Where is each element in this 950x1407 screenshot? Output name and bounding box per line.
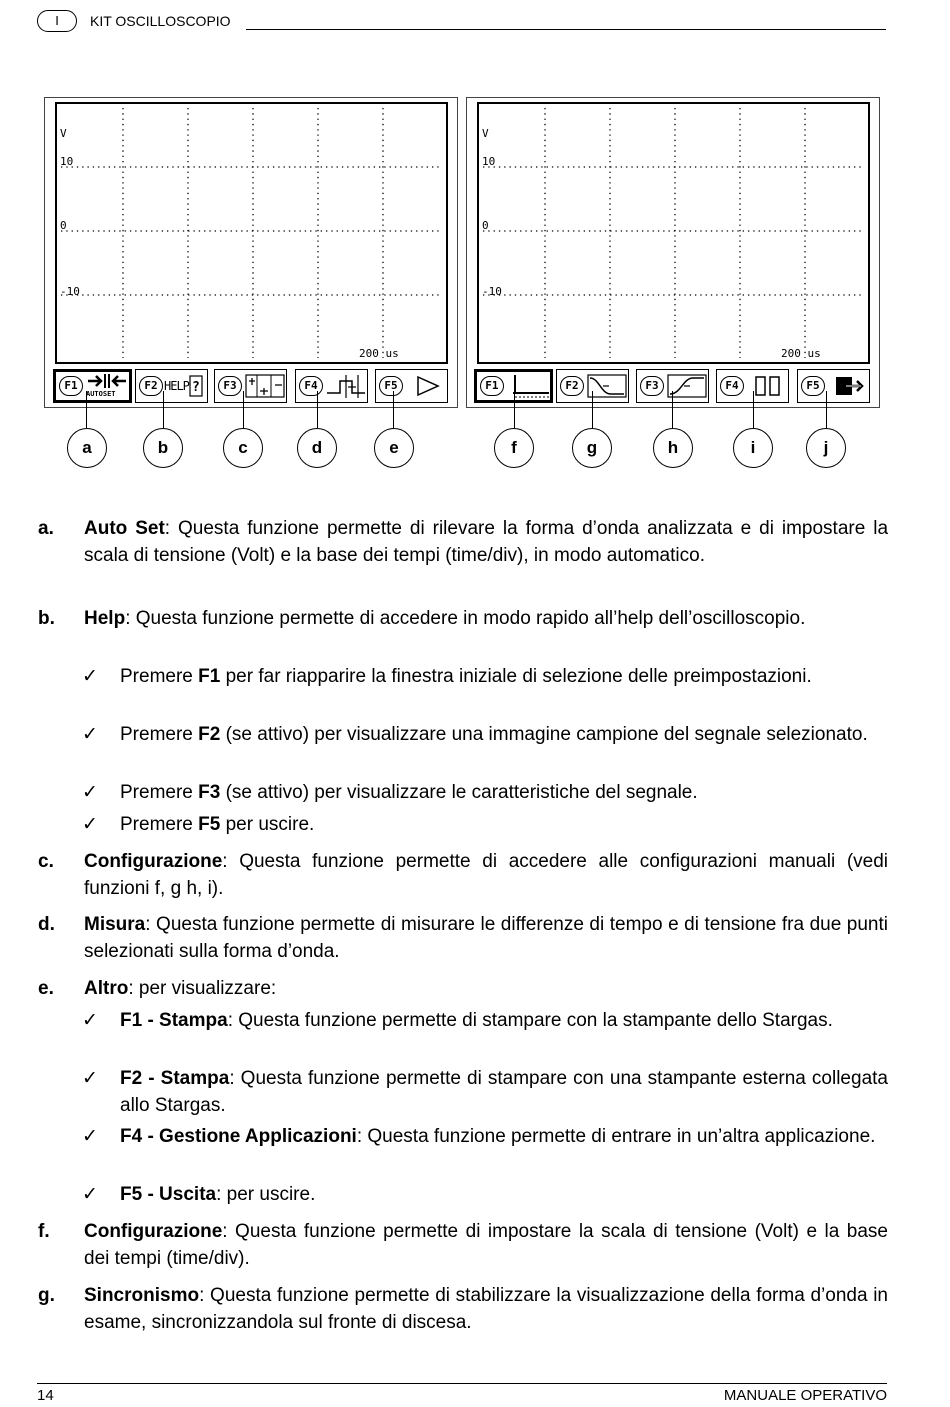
item-c [38, 848, 888, 902]
item-text: : per visualizzare: [128, 978, 277, 999]
play-icon [406, 373, 446, 399]
item-letter: f. [38, 1221, 50, 1242]
item-title: Configurazione [84, 1221, 223, 1242]
bullet-post: : Questa funzione permette di stampare con una stampante esterna collegata allo Stargas. [120, 1068, 888, 1116]
check-icon: ✓ [82, 1010, 98, 1031]
item-title: Auto Set [84, 518, 165, 539]
bullet-pre: Premere [120, 724, 199, 745]
item-text: : Questa funzione permette di accedere alle configurazioni manuali (vedi funzioni f, g h, i). [84, 851, 888, 899]
bullet-b3 [82, 779, 888, 806]
callout-g: g [572, 428, 612, 468]
item-letter: a. [38, 518, 54, 539]
f2-key-label: F2 [139, 376, 163, 396]
item-letter: b. [38, 608, 55, 629]
falling-edge-icon [587, 373, 627, 399]
bullet-post: per uscire. [220, 814, 315, 835]
leader-line-c [243, 391, 244, 428]
bullet-pre: Premere [120, 782, 199, 803]
check-icon: ✓ [82, 814, 98, 835]
bullet-post: : Questa funzione permette di entrare in un’altra applicazione. [356, 1126, 876, 1147]
leader-line-e [393, 391, 394, 428]
f1-key-label: F1 [59, 376, 83, 396]
item-letter: g. [38, 1285, 55, 1306]
item-b [38, 605, 888, 632]
oscilloscope-screen-right [466, 97, 880, 408]
callout-c: c [223, 428, 263, 468]
footer-rule [37, 1383, 887, 1384]
measure-icon [326, 373, 366, 399]
callout-a: a [67, 428, 107, 468]
bullet-post: : Questa funzione permette di stampare con la stampante dello Stargas. [227, 1010, 833, 1031]
item-e [38, 975, 888, 1002]
callout-b: b [143, 428, 183, 468]
item-text: : Questa funzione permette di misurare le differenze di tempo e di tensione fra due punti selezionati sulla forma d’onda. [84, 914, 888, 962]
bullet-pre: Premere [120, 814, 199, 835]
bullet-e4 [82, 1181, 888, 1208]
check-icon: ✓ [82, 724, 98, 745]
item-title: Sincronismo [84, 1285, 200, 1306]
bullet-e2 [82, 1065, 888, 1119]
svg-text:?: ? [191, 380, 200, 395]
bullet-e3 [82, 1123, 888, 1150]
grid-left [57, 104, 446, 362]
timebase-label: 200 us [359, 347, 399, 360]
check-icon: ✓ [82, 782, 98, 803]
y-tick-top: 10 [60, 155, 74, 168]
leader-line-h [672, 391, 673, 428]
item-title: Configurazione [84, 851, 223, 872]
plot-area-right [477, 102, 870, 364]
bullet-e1 [82, 1007, 888, 1034]
leader-line-f [514, 391, 515, 428]
f1-autoset-button[interactable] [53, 369, 132, 403]
item-title: Help [84, 608, 126, 629]
bullet-post: : per uscire. [216, 1184, 316, 1205]
bullet-key: F3 [198, 782, 221, 803]
y-tick-zero: 0 [482, 219, 489, 232]
oscilloscope-screen-left [44, 97, 458, 408]
check-icon: ✓ [82, 1184, 98, 1205]
leader-line-i [753, 391, 754, 428]
leader-line-j [826, 391, 827, 428]
item-title: Altro [84, 978, 129, 999]
bullet-post: (se attivo) per visualizzare una immagine campione del segnale selezionato. [220, 724, 868, 745]
f4-key-label: F4 [720, 376, 744, 396]
bullet-key: F5 - Uscita [120, 1184, 217, 1205]
f5-key-label: F5 [801, 376, 825, 396]
item-letter: d. [38, 914, 55, 935]
y-unit-label: V [60, 127, 67, 140]
chapter-badge: I [37, 10, 77, 32]
f3-key-label: F3 [640, 376, 664, 396]
help-icon [164, 375, 203, 397]
check-icon: ✓ [82, 1068, 98, 1089]
f3-configuration-button[interactable] [214, 369, 287, 403]
bullet-key: F1 - Stampa [120, 1010, 228, 1031]
bullet-key: F5 [198, 814, 221, 835]
leader-line-g [592, 391, 593, 428]
f3-key-label: F3 [218, 376, 242, 396]
autoset-caption: AUTOSET [86, 390, 116, 398]
f2-key-label: F2 [560, 376, 584, 396]
y-tick-bottom: -10 [482, 285, 502, 298]
bullet-post: (se attivo) per visualizzare le caratteristiche del segnale. [220, 782, 698, 803]
footer-section-title: MANUALE OPERATIVO [723, 1387, 887, 1404]
f2-help-button[interactable] [135, 369, 208, 403]
callout-i: i [733, 428, 773, 468]
bullet-b2 [82, 721, 888, 748]
y-tick-bottom: -10 [60, 285, 80, 298]
grid-right [479, 104, 868, 362]
callout-j: j [806, 428, 846, 468]
bullet-key: F2 [198, 724, 221, 745]
f4-key-label: F4 [299, 376, 323, 396]
leader-line-d [317, 391, 318, 428]
item-text: : Questa funzione permette di stabilizzare la visualizzazione della forma d’onda in esame, sincronizzandola sul fronte di discesa. [84, 1285, 888, 1333]
callout-d: d [297, 428, 337, 468]
check-icon: ✓ [82, 1126, 98, 1147]
f4-measure-button[interactable] [295, 369, 368, 403]
bullet-b4 [82, 811, 888, 838]
page-number: 14 [37, 1387, 54, 1404]
callout-f: f [494, 428, 534, 468]
bullet-key: F4 - Gestione Applicazioni [120, 1126, 357, 1147]
callout-h: h [653, 428, 693, 468]
item-letter: c. [38, 851, 54, 872]
f5-other-button[interactable] [375, 369, 448, 403]
help-label: HELP [164, 379, 189, 393]
page-header-title: KIT OSCILLOSCOPIO [90, 13, 231, 29]
f1-key-label: F1 [480, 376, 504, 396]
item-f [38, 1218, 888, 1272]
callout-e: e [374, 428, 414, 468]
item-text: : Questa funzione permette di impostare la scala di tensione (Volt) e la base dei tempi (time/div). [84, 1221, 888, 1269]
item-a [38, 515, 888, 569]
rising-edge-icon [667, 373, 707, 399]
leader-line-b [163, 391, 164, 428]
item-g [38, 1282, 888, 1336]
f5-key-label: F5 [379, 376, 403, 396]
bullet-b1 [82, 663, 888, 690]
header-rule [246, 29, 886, 30]
item-text: : Questa funzione permette di rilevare la forma d’onda analizzata e di impostare la scala di tensione (Volt) e la base dei tempi (time/div), in modo automatico. [84, 518, 889, 566]
item-letter: e. [38, 978, 54, 999]
exit-icon [828, 373, 868, 399]
item-text: : Questa funzione permette di accedere in modo rapido all’help dell’oscilloscopio. [125, 608, 806, 629]
autoset-icon [86, 372, 128, 400]
leader-line-a [86, 391, 87, 428]
bullet-key: F1 [198, 666, 221, 687]
bullet-post: per far riapparire la finestra iniziale di selezione delle preimpostazioni. [220, 666, 812, 687]
plot-area-left [55, 102, 448, 364]
y-tick-zero: 0 [60, 219, 67, 232]
y-tick-top: 10 [482, 155, 496, 168]
item-d [38, 911, 888, 965]
y-unit-label: V [482, 127, 489, 140]
configuration-icon [245, 373, 285, 399]
bullet-pre: Premere [120, 666, 199, 687]
bullet-key: F2 - Stampa [120, 1068, 230, 1089]
timebase-label: 200 us [781, 347, 821, 360]
check-icon: ✓ [82, 666, 98, 687]
f5-exit-button[interactable] [797, 369, 870, 403]
item-title: Misura [84, 914, 146, 935]
